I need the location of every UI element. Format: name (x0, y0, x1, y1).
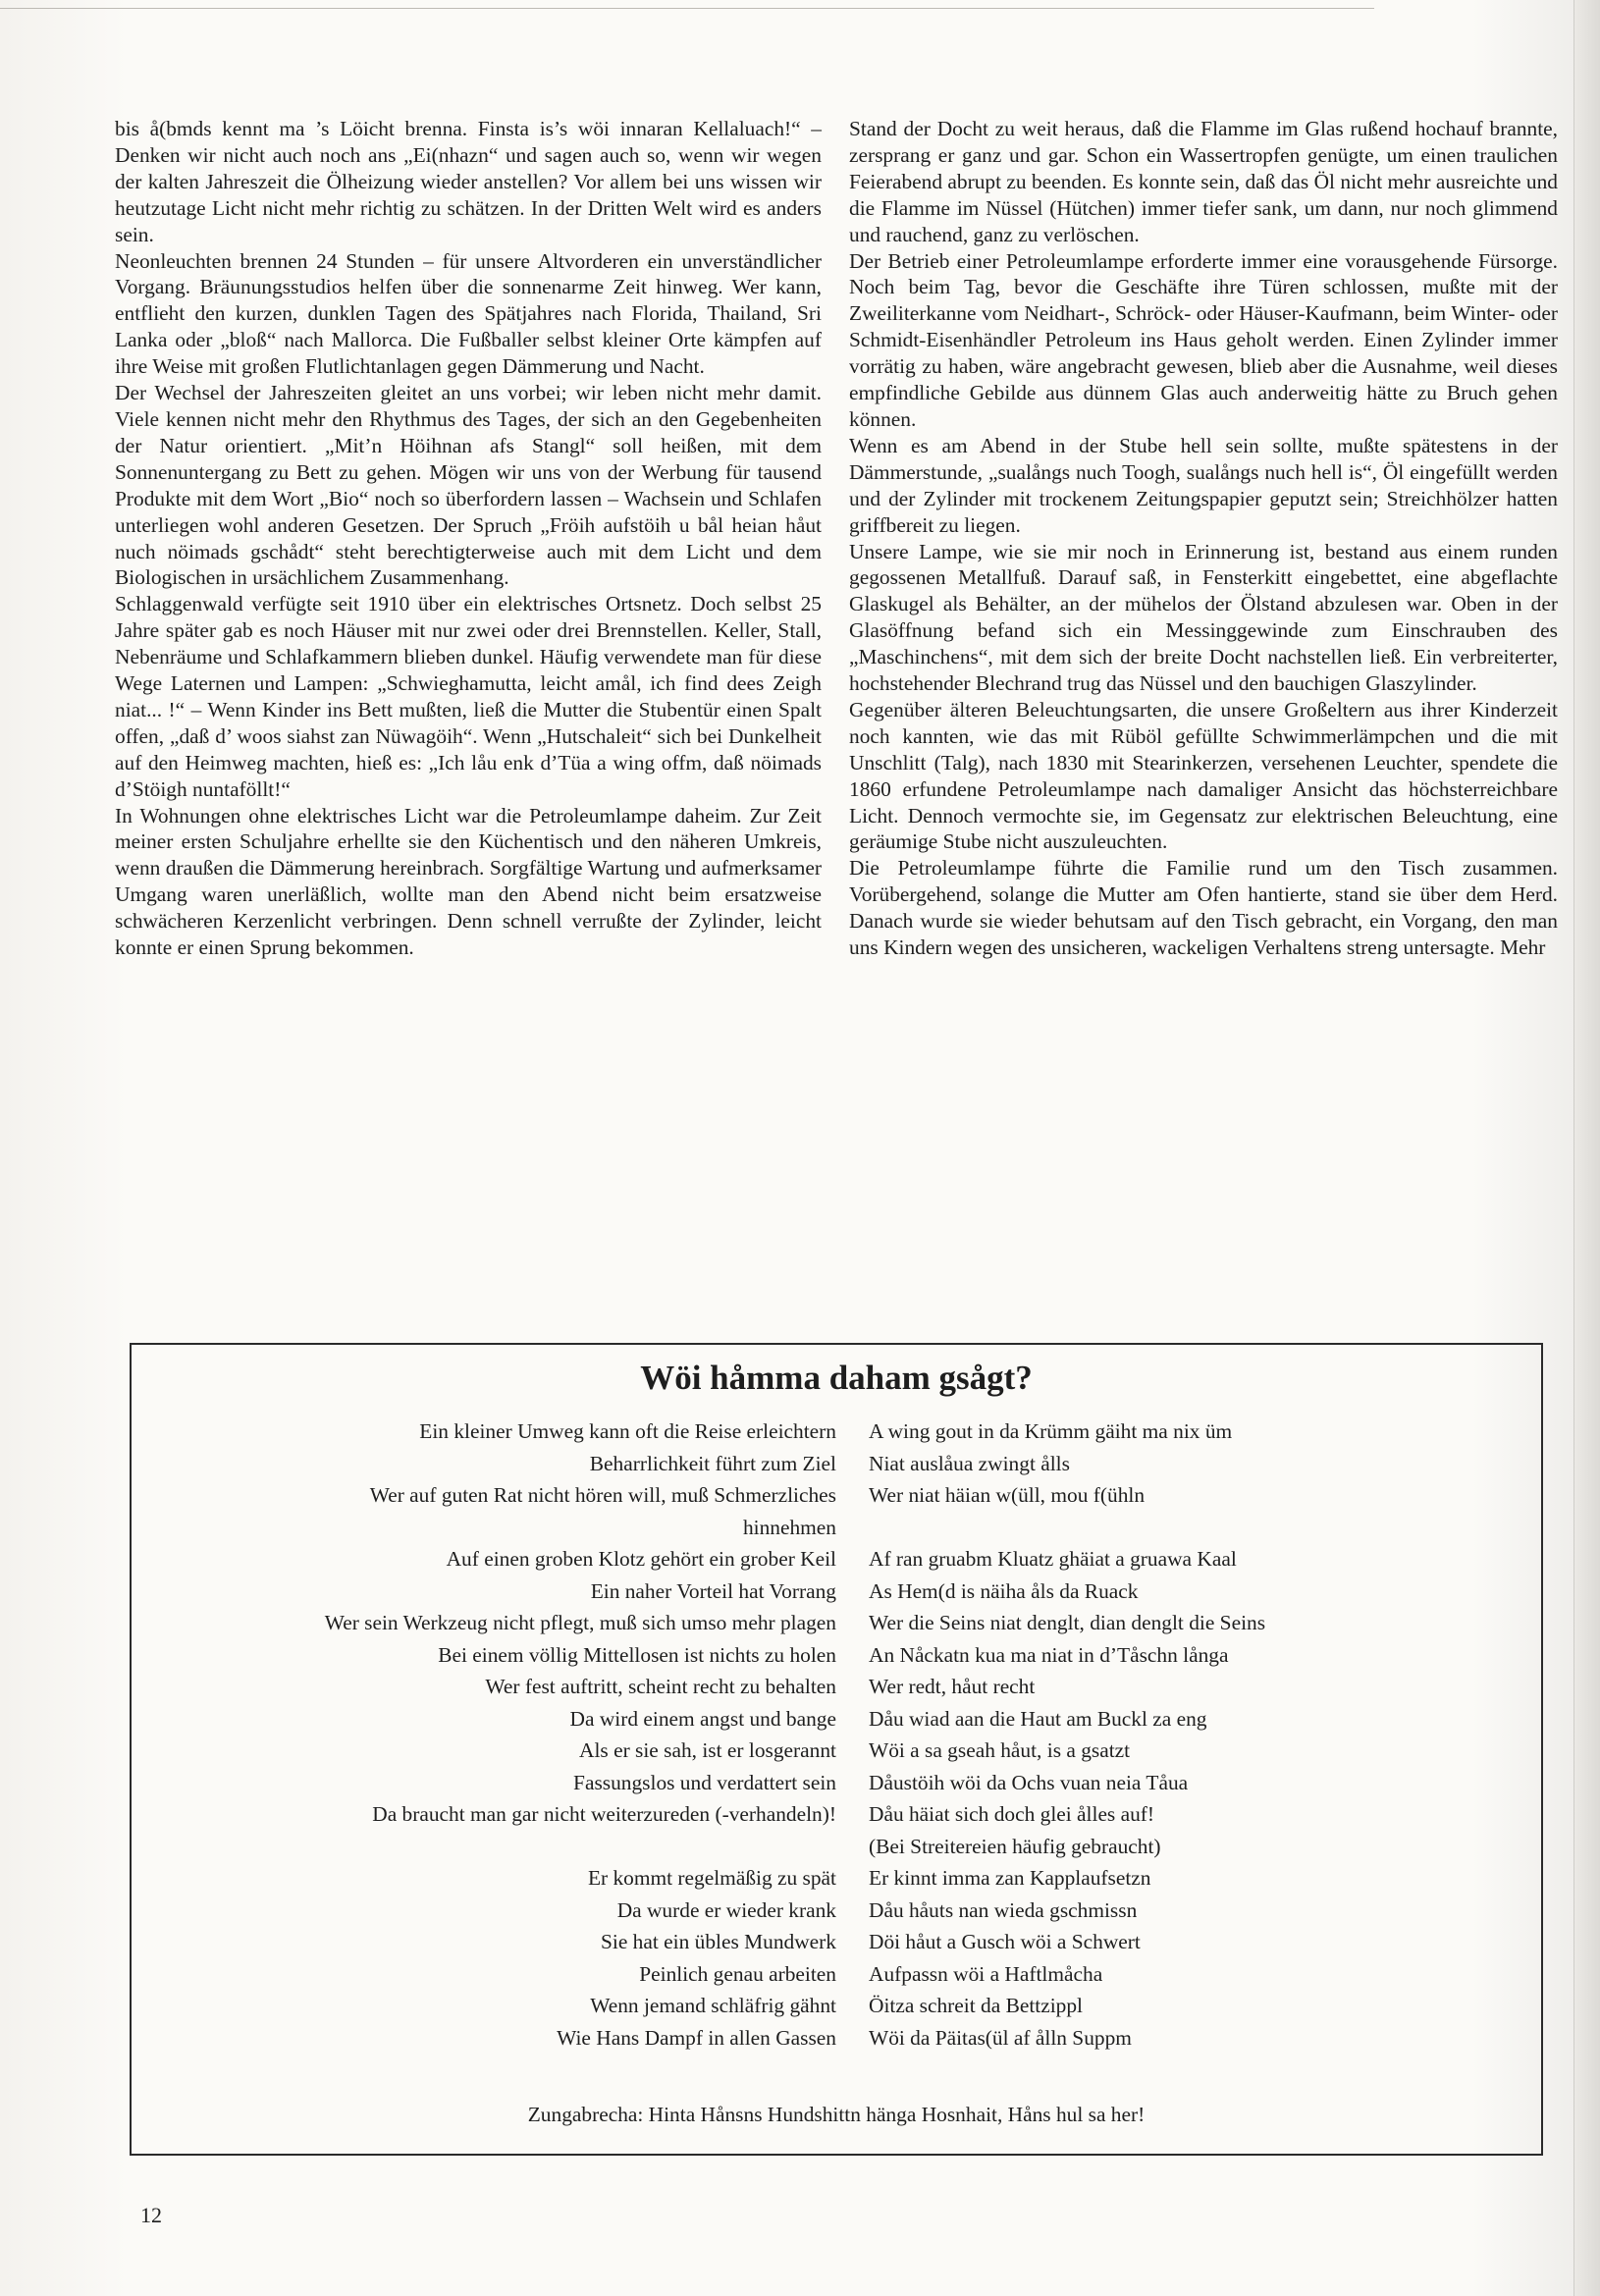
dialect-proverb: Wöi da Päitas(ül af ålln Suppm (869, 2025, 1132, 2050)
paragraph: Neonleuchten brennen 24 Stunden – für unsere Altvorderen ein unverständlicher Vorgang. Bräunungsstudios helfen über die sonnenarme Zeit hinweg. Wer kann, entflieht den kurzen, dunklen Tagen des Spätjahres nach Florida, Thailand, Sri Lanka oder „bloß“ nach Mallorca. Die Fußballer selbst kleiner Orte kämpfen auf ihre Weise mit großen Flutlichtanlagen gegen Dämmerung und Nacht. (115, 248, 822, 379)
german-proverb: Bei einem völlig Mittellosen ist nichts zu holen (438, 1642, 836, 1667)
top-rule (0, 8, 1374, 9)
dialect-proverb: Dåu håuts nan wieda gschmissn (869, 1897, 1138, 1922)
german-proverb: Ein naher Vorteil hat Vorrang (590, 1578, 836, 1603)
german-proverb: Auf einen groben Klotz gehört ein grober Keil (446, 1547, 836, 1571)
dialect-proverb: Dåu wiad aan die Haut am Buckl za eng (869, 1706, 1207, 1731)
german-proverb: Fassungslos und verdattert sein (573, 1770, 836, 1794)
left-text-column (115, 116, 822, 961)
dialect-proverb: Wer die Seins niat denglt, dian denglt die Seins (869, 1611, 1266, 1634)
german-proverb: Ein kleiner Umweg kann oft die Reise erleichtern (419, 1419, 836, 1443)
dialect-proverb: Wöi a sa gseah håut, is a gsatzt (869, 1738, 1131, 1762)
page-number: 12 (140, 2203, 162, 2227)
dialect-proverb: Döi håut a Gusch wöi a Schwert (869, 1930, 1141, 1953)
dialect-proverb: A wing gout in da Krümm gäiht ma nix üm (869, 1419, 1233, 1443)
german-proverbs-list (151, 1415, 836, 2054)
german-proverb: hinnehmen (742, 1515, 836, 1539)
german-proverb: Da wird einem angst und bange (569, 1706, 836, 1731)
paragraph: Der Wechsel der Jahreszeiten gleitet an uns vorbei; wir leben nicht mehr damit. Viele kennen nicht mehr den Rhythmus des Tages, der sich an den Gegebenheiten der Natur orientiert. „Mit’n Höihnan afs Stangl“ soll heißen, mit dem Sonnenuntergang zu Bett zu gehen. Mögen wir uns von der Werbung für tausend Produkte mit dem Wort „Bio“ noch so überfordern lassen – Wachsein und Schlafen unterliegen wohl anderen Gesetzen. Der Spruch „Fröih aufstöih u bål heian håut nuch nöimads gschådt“ steht berechtigterweise auch mit dem Licht und dem Biologischen in ursächlichem Zusammenhang. (115, 381, 822, 590)
german-proverb: Beharrlichkeit führt zum Ziel (589, 1451, 836, 1475)
paragraph: In Wohnungen ohne elektrisches Licht war die Petroleumlampe daheim. Zur Zeit meiner ersten Schuljahre erhellte sie den Küchentisch und den näheren Umkreis, wenn draußen die Dämmerung hereinbrach. Sorgfältige Wartung und aufmerksamer Umgang waren unerläßlich, wollte man den Abend nicht beim ersatzweise schwächeren Kerzenlicht verbringen. Denn schnell verrußte der Zylinder, leicht konnte er einen Sprung bekommen. (115, 803, 822, 960)
dialect-proverb: As Hem(d is näiha åls da Ruack (869, 1578, 1139, 1603)
german-proverb: Er kommt regelmäßig zu spät (587, 1866, 836, 1890)
german-proverb: Wie Hans Dampf in allen Gassen (557, 2025, 836, 2050)
german-proverb: Peinlich genau arbeiten (639, 1961, 836, 1986)
paragraph: Wenn es am Abend in der Stube hell sein sollte, mußte spätestens in der Dämmerstunde, „sualångs nuch Toogh, sualångs nuch hell is“, Öl eingefüllt werden und der Zylinder mit trockenem Zeitungspapier geputzt sein; Streichhölzer hatten griffbereit zu liegen. (849, 433, 1558, 537)
dialect-proverb: Aufpassn wöi a Haftlmåcha (869, 1961, 1103, 1986)
dialect-proverb: (Bei Streitereien häufig gebraucht) (869, 1834, 1161, 1858)
dialect-proverb: Dåustöih wöi da Ochs vuan neia Tåua (869, 1770, 1189, 1794)
german-proverb: Sie hat ein übles Mundwerk (600, 1930, 836, 1953)
dialect-proverb: An Nåckatn kua ma niat in d’Tåschn långa (869, 1642, 1229, 1667)
paragraph: Die Petroleumlampe führte die Familie rund um den Tisch zusammen. Vorübergehend, solange die Mutter am Ofen hantierte, stand sie über dem Herd. Danach wurde sie wieder behutsam auf den Tisch gebracht, ein Vorgang, den man uns Kindern wegen des unsicheren, wackeligen Verhaltens streng untersagte. Mehr (849, 856, 1558, 960)
dialect-proverb: Er kinnt imma zan Kapplaufsetzn (869, 1866, 1151, 1890)
tongue-twister: Zungabrecha: Hinta Hånsns Hundshittn hänga Hosnhait, Håns hul sa her! (527, 2103, 1146, 2126)
german-proverb: Als er sie sah, ist er losgerannt (579, 1738, 836, 1762)
paragraph: Der Betrieb einer Petroleumlampe erforderte immer eine vorausgehende Fürsorge. Noch beim Tag, bevor die Geschäfte ihre Türen schlossen, mußte mit der Zweiliterkanne vom Neidhart-, Schröck- oder Häuser-Kaufmann, beim Winter- oder Schmidt-Eisenhändler Petroleum ins Haus geholt werden. Einen Zylinder immer vorrätig zu haben, wäre angebracht gewesen, blieb aber die Ausnahme, weil dieses empfindliche Gebilde aus dünnem Glas auch anderweitig hätte zu Bruch gehen können. (849, 248, 1558, 431)
dialect-proverbs-list (869, 1415, 1517, 2054)
paragraph: Gegenüber älteren Beleuchtungsarten, die unsere Großeltern aus ihrer Kinderzeit noch kannten, wie das mit Rüböl gefüllte Schwimmerlämpchen und die mit Unschlitt (Talg), nach 1830 mit Stearinkerzen, versehenen Leuchter, spendete die 1860 erfundene Petroleumlampe nach damaliger Ansicht das höchsterreichbare Licht. Dennoch vermochte sie, im Gegensatz zur elektrischen Beleuchtung, eine geräumige Stube nicht auszuleuchten. (849, 697, 1558, 854)
paragraph: Schlaggenwald verfügte seit 1910 über ein elektrisches Ortsnetz. Doch selbst 25 Jahre später gab es noch Häuser mit nur zwei oder drei Brennstellen. Keller, Stall, Nebenräume und Schlafkammern blieben dunkel. Häufig verwendete man für diese Wege Laternen und Lampen: „Schwieghamutta, leicht amål, ich find dees Zeigh niat... !“ – Wenn Kinder ins Bett mußten, ließ die Mutter die Stubentür einen Spalt offen, „daß d’ woos siahst zan Nüwagöih“. Wenn „Hutschaleit“ sich bei Dunkelheit auf den Heimweg machten, hieß es: „Ich låu enk d’Tüa a wing offm, daß nöimads d’Stöigh nuntaföllt!“ (115, 592, 822, 801)
german-proverb: Wer sein Werkzeug nicht pflegt, muß sich umso mehr plagen (324, 1611, 836, 1634)
paragraph: Unsere Lampe, wie sie mir noch in Erinnerung ist, bestand aus einem runden gegossenen Metallfuß. Darauf saß, in Fensterkitt eingebettet, eine abgeflachte Glaskugel als Behälter, an der mühelos der Ölstand abzulesen war. Oben in der Glasöffnung befand sich ein Messinggewinde zum Einschrauben des „Maschinchens“, mit dem sich der breite Docht nachstellen ließ. Ein verbreiterter, hochstehender Blechrand trug das Nüssel und den bauchigen Glaszylinder. (849, 539, 1558, 696)
spacer (151, 1831, 836, 1863)
dialect-proverb: Wer niat häian w(üll, mou f(ühln (869, 1483, 1146, 1507)
spacer (869, 1512, 1517, 1544)
german-proverb: Wenn jemand schläfrig gähnt (590, 1994, 836, 2017)
paragraph: Stand der Docht zu weit heraus, daß die Flamme im Glas rußend hochauf brannte, zersprang er ganz und gar. Schon ein Wassertropfen genügte, um einen traulichen Feierabend abrupt zu beenden. Es konnte sein, daß das Öl nicht mehr ausreichte und die Flamme im Nüssel (Hütchen) immer tiefer sank, um dann, nur noch glimmend und rauchend, ganz zu verlöschen. (849, 117, 1558, 246)
dialect-proverb: Wer redt, håut recht (869, 1675, 1036, 1698)
dialect-proverb: Dåu häiat sich doch glei ålles auf! (869, 1802, 1155, 1826)
page-fold-edge (1573, 0, 1600, 2296)
dialect-proverb: Af ran gruabm Kluatz ghäiat a gruawa Kaal (869, 1547, 1237, 1571)
dialect-proverb: Niat auslåua zwingt ålls (869, 1451, 1070, 1475)
right-text-column (849, 116, 1558, 961)
sayings-box (130, 1343, 1543, 2156)
german-proverb: Wer auf guten Rat nicht hören will, muß Schmerzliches (369, 1483, 836, 1507)
german-proverb: Wer fest auftritt, scheint recht zu behalten (485, 1675, 836, 1698)
german-proverb: Da braucht man gar nicht weiterzureden (-verhandeln)! (372, 1802, 836, 1826)
dialect-proverb: Öitza schreit da Bettzippl (869, 1994, 1083, 2017)
german-proverb: Da wurde er wieder krank (616, 1897, 836, 1922)
sayings-title: Wöi håmma daham gsågt? (640, 1359, 1033, 1397)
paragraph: bis å(bmds kennt ma ’s Löicht brenna. Finsta is’s wöi innaran Kellaluach!“ – Denken wir nicht auch noch ans „Ei(nhazn“ und sagen auch so, wenn wir wegen der kalten Jahreszeit die Ölheizung wieder anstellen? Vor allem bei uns wissen wir heutzutage Licht nicht mehr richtig zu schätzen. In der Dritten Welt wird es anders sein. (115, 117, 822, 246)
